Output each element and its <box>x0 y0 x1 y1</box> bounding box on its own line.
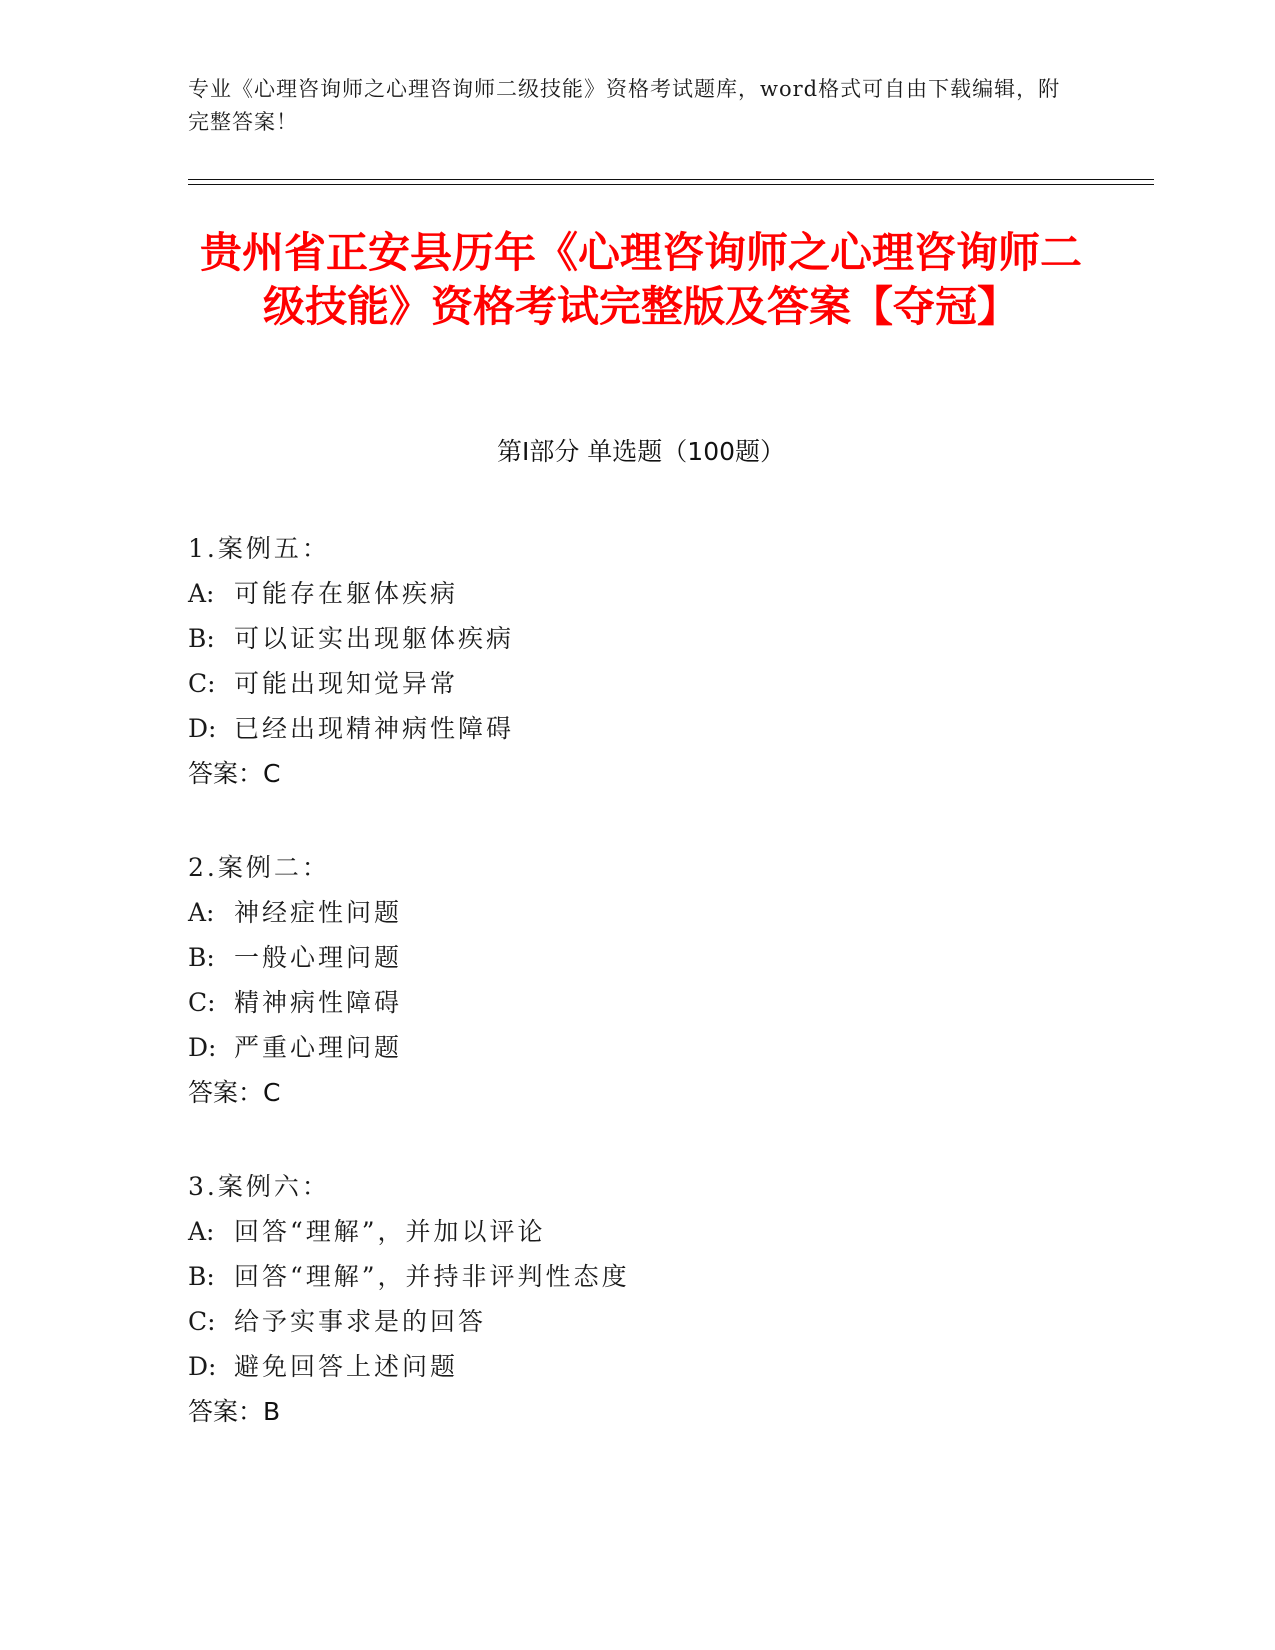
header-note: 专业《心理咨询师之心理咨询师二级技能》资格考试题库，word格式可自由下载编辑，附完整答案！ <box>188 77 1061 134</box>
question-list <box>188 526 1088 1483</box>
answer-line: 答案：C <box>188 759 281 788</box>
option-a <box>188 890 1088 935</box>
option-c <box>188 1299 1088 1344</box>
option-text: 精神病性障碍 <box>234 988 403 1017</box>
answer-line: 答案：B <box>188 1397 281 1426</box>
option-c <box>188 980 1088 1025</box>
option-key: C: <box>188 1307 216 1336</box>
section-title: 第I部分 单选题（100题） <box>496 437 786 466</box>
question-text: 案例六： <box>217 1172 330 1201</box>
question-number: 1. <box>188 534 218 563</box>
option-a <box>188 1209 1088 1254</box>
option-key: A: <box>188 1217 215 1246</box>
option-key: A: <box>188 898 215 927</box>
option-key: B: <box>188 624 215 653</box>
option-text: 给予实事求是的回答 <box>234 1307 487 1336</box>
option-text: 已经出现精神病性障碍 <box>234 714 515 743</box>
option-key: C: <box>188 988 216 1017</box>
question-1 <box>188 526 1088 845</box>
question-stem <box>188 1164 1088 1209</box>
option-key: D: <box>188 1352 217 1381</box>
option-b <box>188 1254 1088 1299</box>
option-text: 避免回答上述问题 <box>234 1352 459 1381</box>
answer-line: 答案：C <box>188 1078 281 1107</box>
question-stem <box>188 845 1088 890</box>
question-number: 2. <box>188 853 218 882</box>
option-d <box>188 1344 1088 1389</box>
question-3 <box>188 1164 1088 1483</box>
option-key: C: <box>188 669 216 698</box>
header-divider-bottom <box>188 184 1154 185</box>
option-text: 可能出现知觉异常 <box>234 669 459 698</box>
option-key: D: <box>188 714 217 743</box>
option-key: A: <box>188 579 215 608</box>
option-text: 可能存在躯体疾病 <box>234 579 459 608</box>
option-key: B: <box>188 943 215 972</box>
question-number: 3. <box>188 1172 218 1201</box>
option-text: 一般心理问题 <box>234 943 403 972</box>
option-key: B: <box>188 1262 215 1291</box>
option-text: 回答“理解”，并加以评论 <box>234 1217 546 1246</box>
option-a <box>188 571 1088 616</box>
option-b <box>188 616 1088 661</box>
option-b <box>188 935 1088 980</box>
document-title: 贵州省正安县历年《心理咨询师之心理咨询师二级技能》资格考试完整版及答案【夺冠】 <box>199 228 1082 331</box>
option-text: 严重心理问题 <box>234 1033 403 1062</box>
option-text: 可以证实出现躯体疾病 <box>234 624 515 653</box>
option-c <box>188 661 1088 706</box>
option-key: D: <box>188 1033 217 1062</box>
question-text: 案例五： <box>217 534 330 563</box>
question-text: 案例二： <box>217 853 330 882</box>
question-stem <box>188 526 1088 571</box>
header-divider-top <box>188 179 1154 180</box>
question-2 <box>188 845 1088 1164</box>
option-d <box>188 1025 1088 1070</box>
option-d <box>188 706 1088 751</box>
option-text: 神经症性问题 <box>234 898 403 927</box>
option-text: 回答“理解”，并持非评判性态度 <box>234 1262 630 1291</box>
